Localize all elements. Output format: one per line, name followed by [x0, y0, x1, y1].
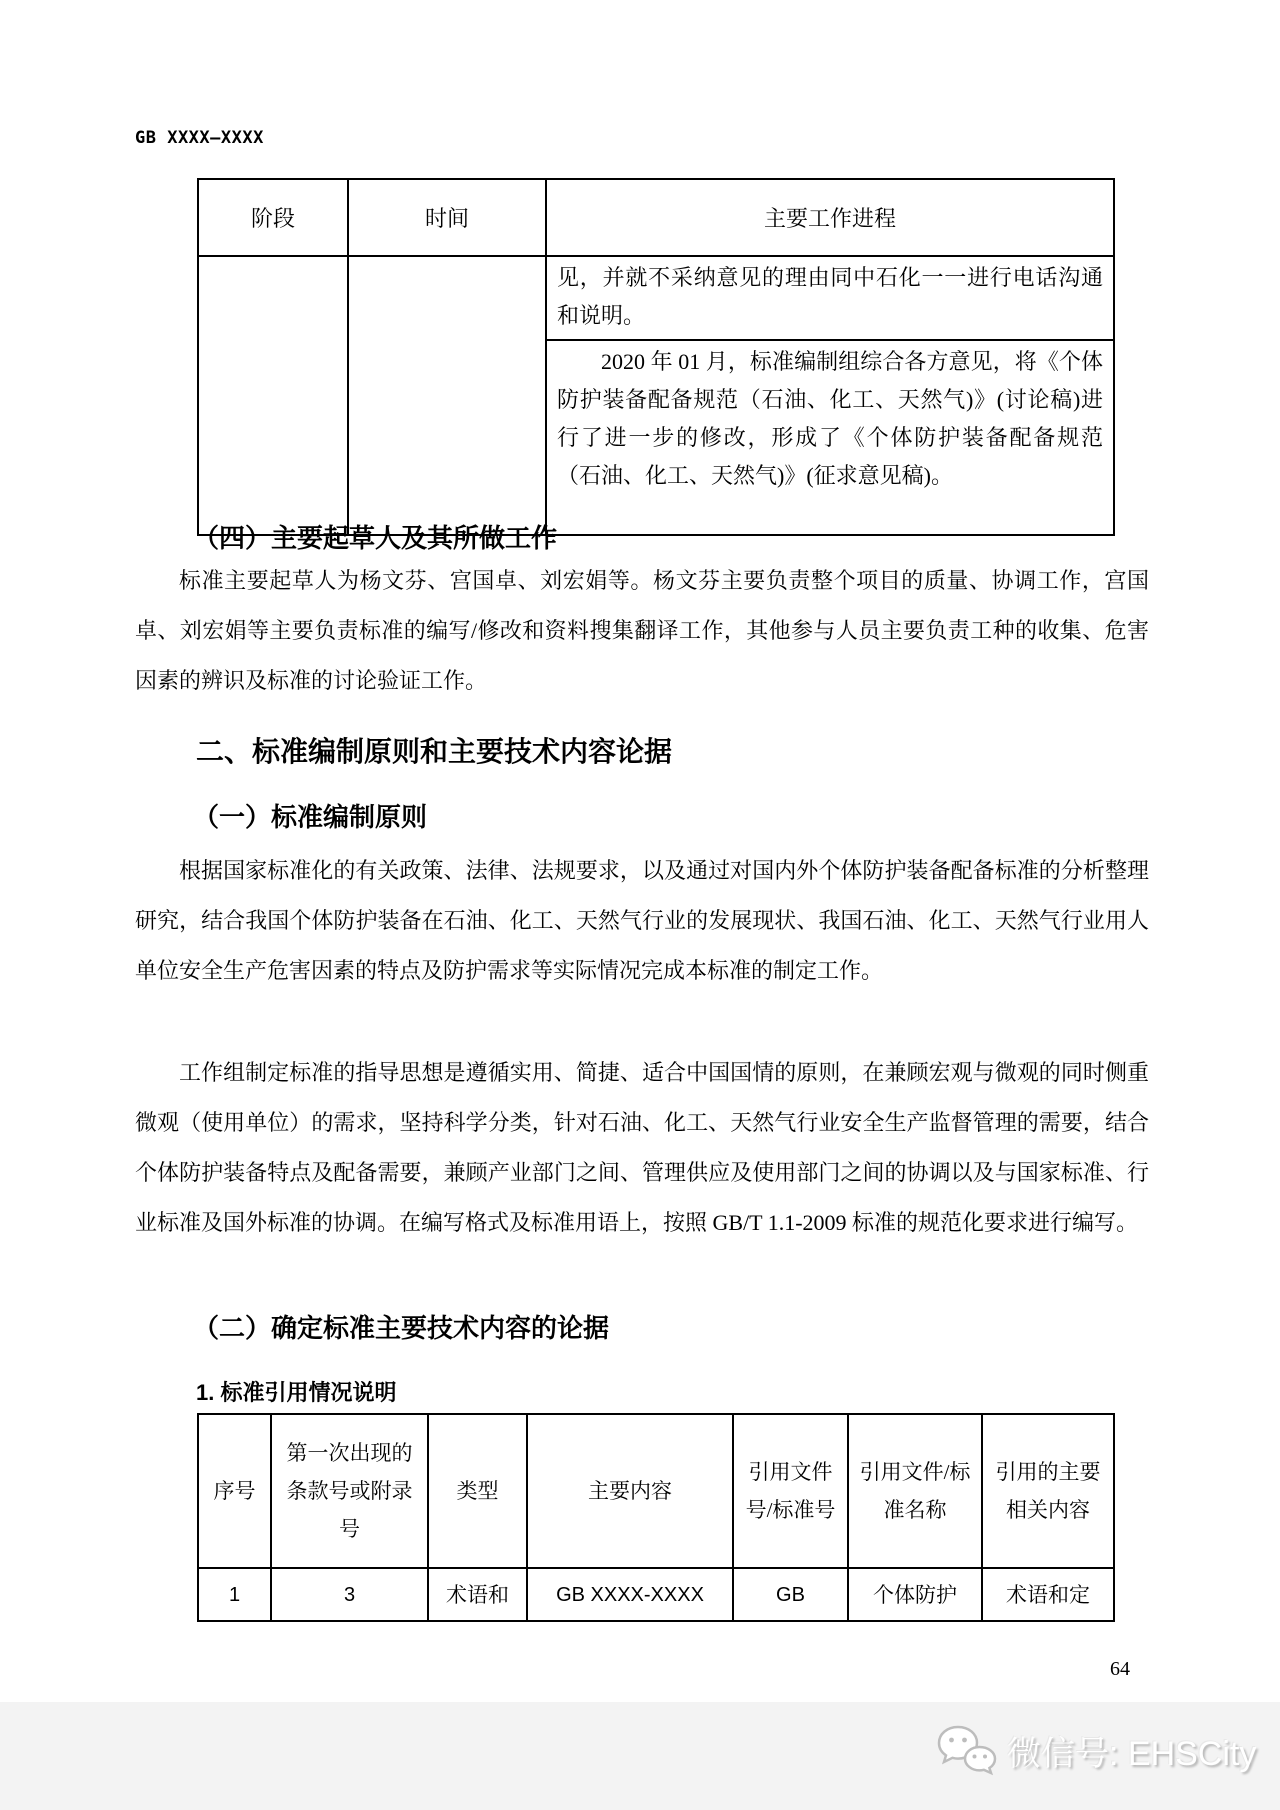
table-row — [198, 1568, 1114, 1621]
table1-time-cell — [348, 256, 546, 535]
work-progress-table — [197, 178, 1115, 536]
table2-header-type: 类型 — [428, 1414, 527, 1568]
table1-stage-cell — [198, 256, 348, 535]
table1-header-stage: 阶段 — [198, 179, 348, 256]
table1-progress-cell-2: 2020 年 01 月，标准编制组综合各方意见，将《个体防护装备配备规范（石油、化工、天然气)》(讨论稿)进行了进一步的修改，形成了《个体防护装备配备规范（石油、化工、天然气)》(征求意见稿)。 — [546, 340, 1114, 535]
watermark-label: 微信号: EHSCity — [1007, 1734, 1257, 1773]
wechat-icon — [935, 1722, 997, 1778]
table2-cell-clause: 3 — [271, 1568, 428, 1621]
citation-table — [197, 1413, 1115, 1622]
table2-header-related: 引用的主要相关内容 — [982, 1414, 1114, 1568]
paragraph-section-4: 标准主要起草人为杨文芬、宫国卓、刘宏娟等。杨文芬主要负责整个项目的质量、协调工作，宫国卓、刘宏娟等主要负责标准的编写/修改和资料搜集翻译工作，其他参与人员主要负责工种的收集、危害因素的辨识及标准的讨论验证工作。 — [135, 568, 1149, 693]
table1-progress-cell-1: 见，并就不采纳意见的理由同中石化一一进行电话沟通和说明。 — [546, 256, 1114, 340]
paragraph-2-1-a: 根据国家标准化的有关政策、法律、法规要求，以及通过对国内外个体防护装备配备标准的分析整理研究，结合我国个体防护装备在石油、化工、天然气行业的发展现状、我国石油、化工、天然气行业用人单位安全生产危害因素的特点及防护需求等实际情况完成本标准的制定工作。 — [135, 858, 1149, 983]
table2-cell-related: 术语和定 — [982, 1568, 1114, 1621]
table2-header-docno: 引用文件号/标准号 — [733, 1414, 848, 1568]
table2-header-docname: 引用文件/标准名称 — [848, 1414, 982, 1568]
heading-section-2-2: （二）确定标准主要技术内容的论据 — [193, 1313, 610, 1343]
table1-header-time: 时间 — [348, 179, 546, 256]
table2-header-no: 序号 — [198, 1414, 271, 1568]
page-number: 64 — [1110, 1658, 1130, 1680]
table2-cell-content: GB XXXX-XXXX — [527, 1568, 733, 1621]
watermark — [935, 1722, 1256, 1778]
table2-cell-docno: GB — [733, 1568, 848, 1621]
table2-header-clause: 第一次出现的条款号或附录号 — [271, 1414, 428, 1568]
standard-code: GB XXXX—XXXX — [135, 128, 264, 148]
heading-section-2-1: （一）标准编制原则 — [193, 802, 428, 832]
table2-cell-docname: 个体防护 — [848, 1568, 982, 1621]
heading-item-1: 1. 标准引用情况说明 — [196, 1380, 397, 1405]
table2-cell-type: 术语和 — [428, 1568, 527, 1621]
table1-header-progress: 主要工作进程 — [546, 179, 1114, 256]
table2-cell-no: 1 — [198, 1568, 271, 1621]
heading-section-4: （四）主要起草人及其所做工作 — [193, 523, 558, 553]
heading-chapter-2: 二、标准编制原则和主要技术内容论据 — [196, 736, 673, 767]
paragraph-2-1-b: 工作组制定标准的指导思想是遵循实用、简捷、适合中国国情的原则，在兼顾宏观与微观的同时侧重微观（使用单位）的需求，坚持科学分类，针对石油、化工、天然气行业安全生产监督管理的需要，结合个体防护装备特点及配备需要，兼顾产业部门之间、管理供应及使用部门之间的协调以及与国家标准、行业标准及国外标准的协调。在编写格式及标准用语上，按照 GB/T 1.1-2009 标准的规范化要求进行编写。 — [135, 1060, 1149, 1235]
table2-header-content: 主要内容 — [527, 1414, 733, 1568]
